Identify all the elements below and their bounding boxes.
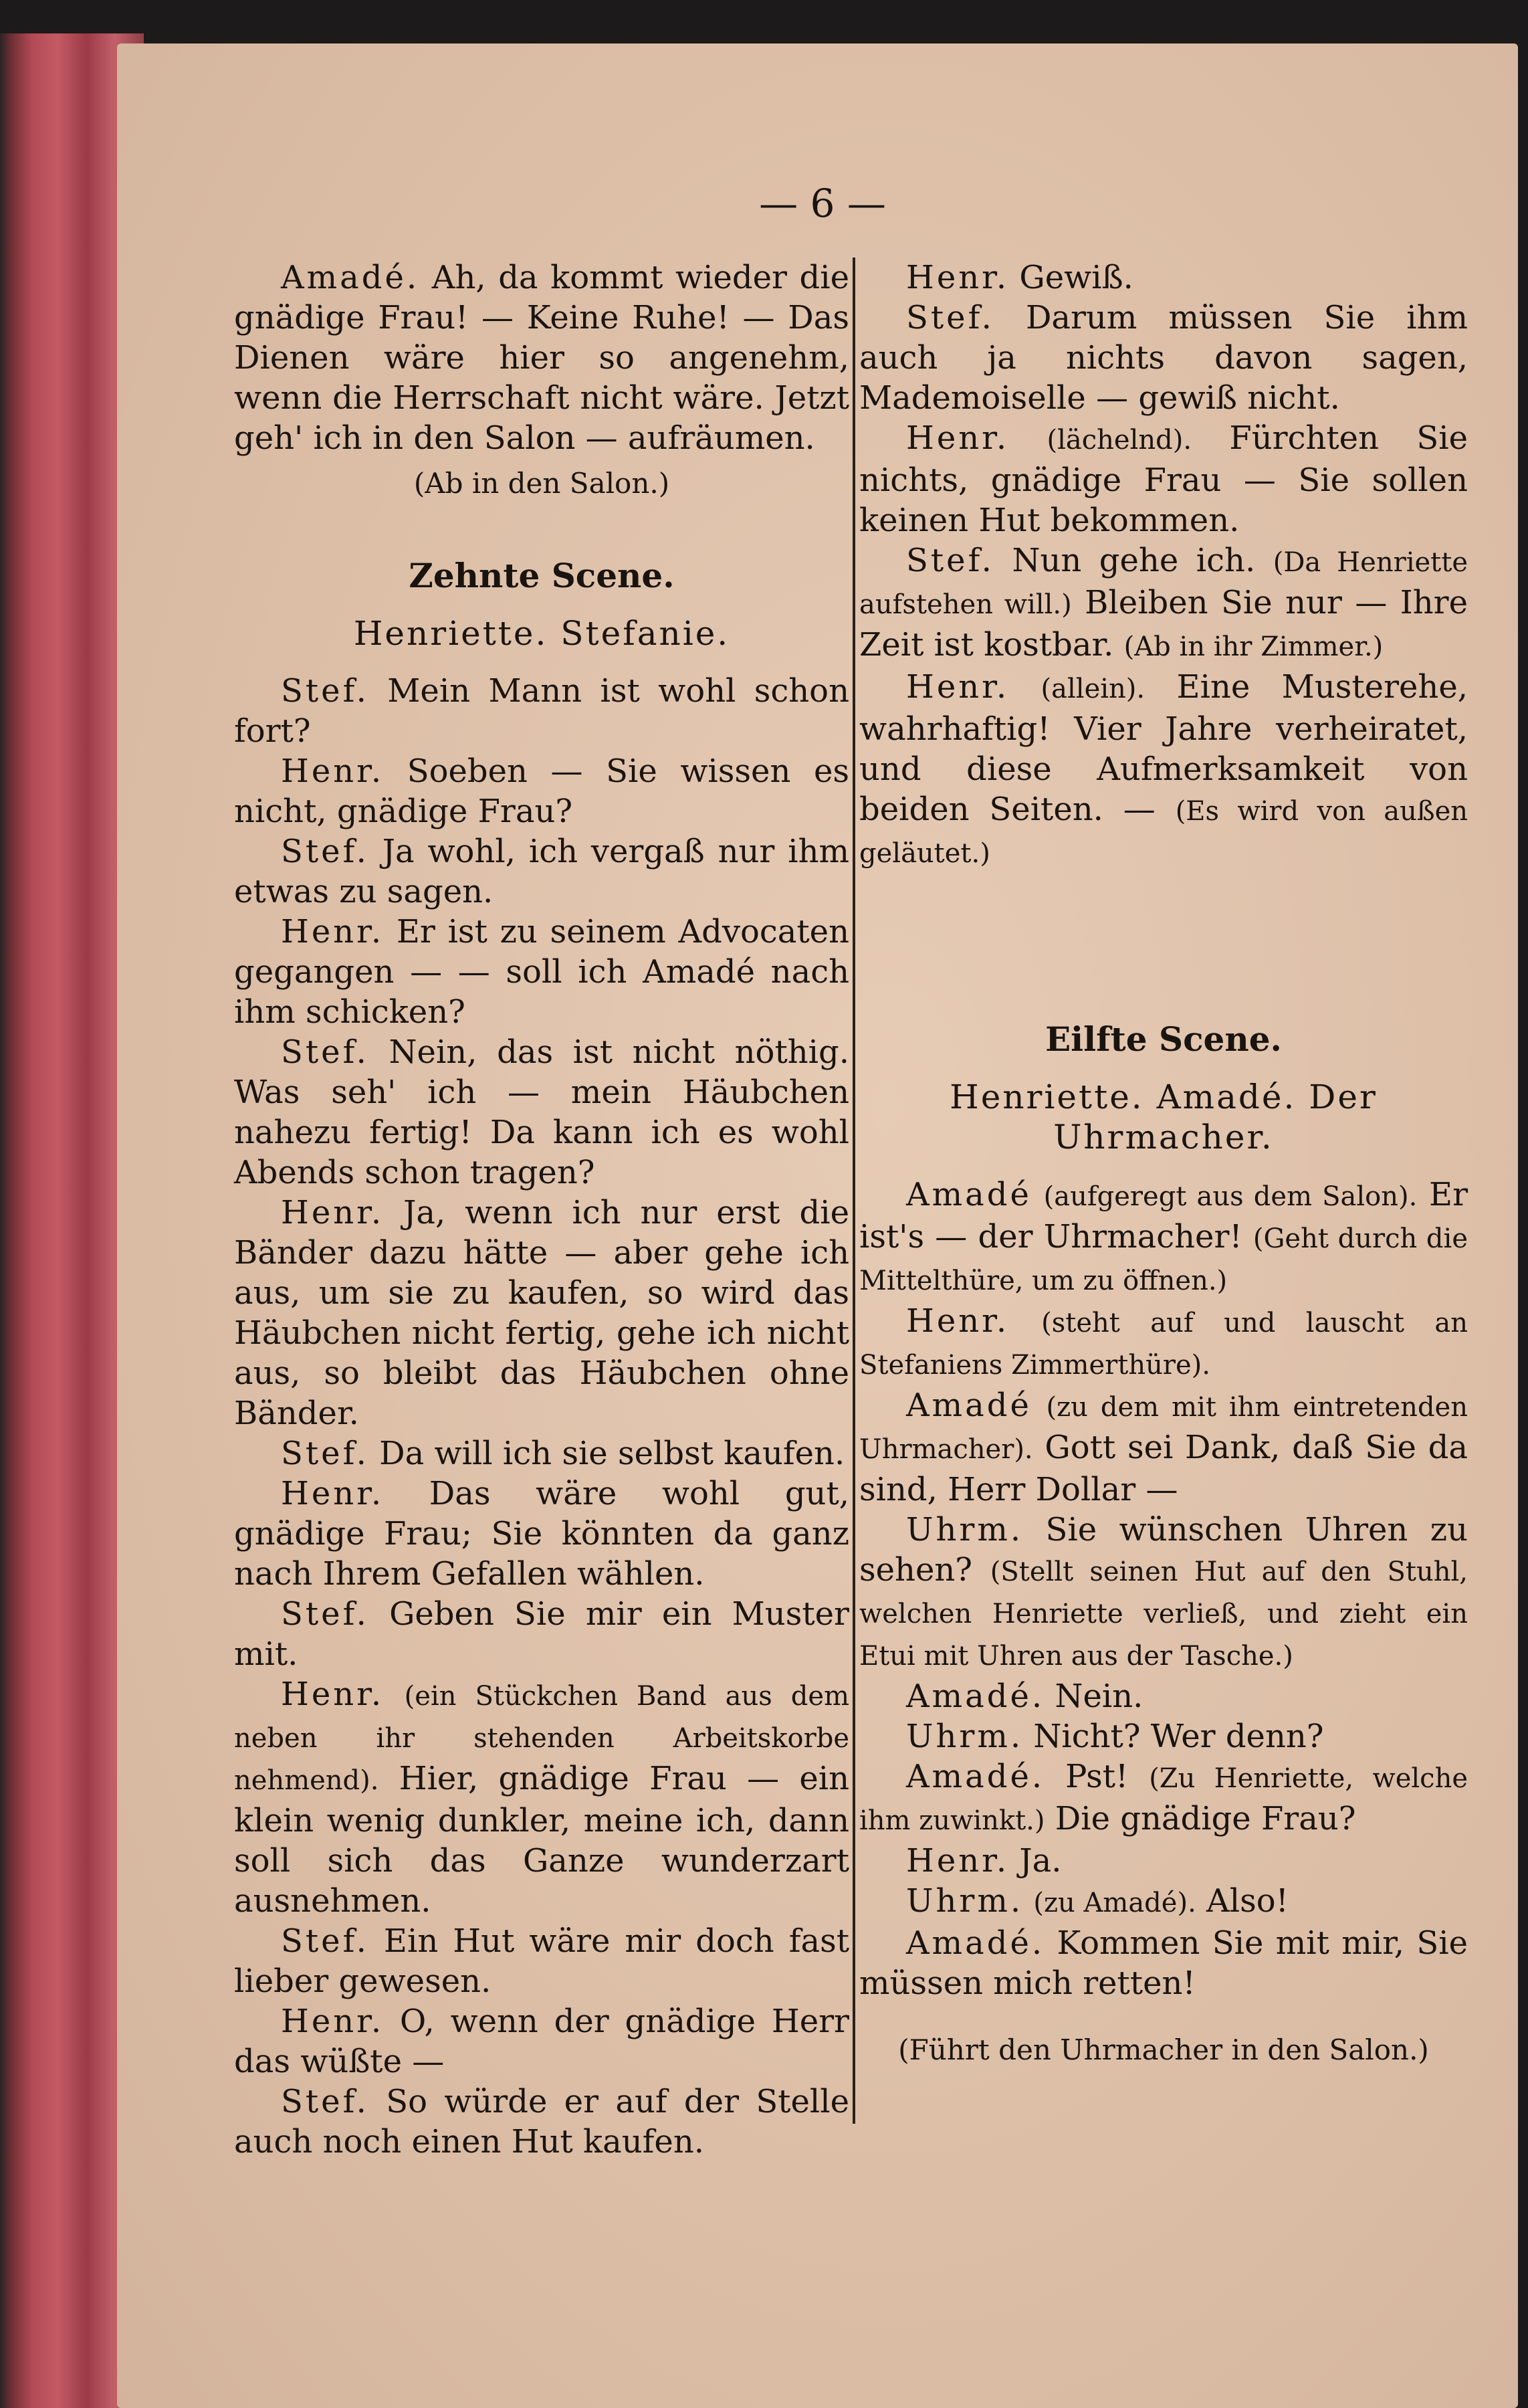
dialogue-line xyxy=(859,1716,1468,1757)
dialogue-line xyxy=(859,258,1468,298)
dialogue-line xyxy=(234,912,849,1032)
dialogue-line xyxy=(859,1510,1468,1676)
speaker-name: Henr. xyxy=(281,1676,385,1713)
stage-direction: (Es wird von außen geläutet.) xyxy=(859,796,1468,869)
dialogue-line xyxy=(234,1674,849,1921)
column-divider xyxy=(853,258,855,2124)
dialogue-text: Ein Hut wäre mir doch fast lieber gewesen. xyxy=(234,1922,849,2000)
dialogue-line xyxy=(859,540,1468,667)
left-column xyxy=(234,258,849,2162)
dialogue-line xyxy=(859,667,1468,874)
dialogue-line xyxy=(234,831,849,912)
speaker-name: Uhrm. xyxy=(906,1718,1024,1755)
stage-direction: (ein Stückchen Band aus dem neben ihr stehenden Arbeitskorbe nehmend). xyxy=(234,1681,849,1796)
dialogue-line xyxy=(234,2001,849,2082)
dialogue-text: Soeben — Sie wissen es nicht, gnädige Frau? xyxy=(234,752,849,830)
dialogue-line xyxy=(859,1301,1468,1385)
dialogue-line xyxy=(234,751,849,831)
dialogue-text: Das wäre wohl gut, gnädige Frau; Sie könnten da ganz nach Ihrem Gefallen wählen. xyxy=(234,1475,849,1593)
dialogue-text: O, wenn der gnädige Herr das wüßte — xyxy=(234,2003,849,2080)
speaker-name: Stef. xyxy=(281,833,369,870)
stage-direction: (steht auf und lauscht an Stefaniens Zimmerthüre). xyxy=(859,1308,1468,1381)
dialogue-line xyxy=(859,418,1468,540)
dialogue-text: Ja wohl, ich vergaß nur ihm etwas zu sagen. xyxy=(234,833,849,910)
dialogue-line xyxy=(234,2082,849,2162)
stage-direction: (allein). xyxy=(1041,674,1145,704)
speaker-name: Stef. xyxy=(906,299,994,336)
stage-direction: (Geht durch die Mittelthüre, um zu öffnen.) xyxy=(859,1223,1468,1296)
speaker-name: Amadé xyxy=(906,1176,1032,1213)
speaker-name: Amadé. xyxy=(906,1924,1045,1962)
dialogue-line xyxy=(234,1433,849,1474)
speaker-name: Stef. xyxy=(281,1922,369,1960)
dialogue-text: Also! xyxy=(1206,1882,1289,1920)
dialogue-line xyxy=(234,671,849,751)
speaker-name: Uhrm. xyxy=(906,1882,1024,1920)
speaker-name: Stef. xyxy=(281,2083,369,2120)
dialogue-line xyxy=(859,1757,1468,1841)
speaker-name: Henr. xyxy=(906,1302,1010,1340)
dialogue-text: Ah, da kommt wieder die gnädige Frau! — Keine Ruhe! — Das Dienen wäre hier so angenehm, wenn die Herrschaft nicht wäre. Jetzt geh' ich in den Salon — aufräumen. xyxy=(234,259,850,457)
dialogue-line xyxy=(234,1474,849,1594)
dialogue-text: Bleiben Sie nur — Ihre Zeit ist kostbar. xyxy=(859,584,1468,664)
speaker-name: Stef. xyxy=(281,1595,369,1633)
dialogue-text: Geben Sie mir ein Muster mit. xyxy=(234,1595,849,1673)
speaker-name: Henr. xyxy=(281,913,385,950)
dialogue-line xyxy=(234,258,849,458)
dialogue-text: Eine Musterehe, wahrhaftig! Vier Jahre verheiratet, und diese Aufmerksamkeit von beiden Seiten. — xyxy=(859,668,1468,828)
dialogue-text: Ja, wenn ich nur erst die Bänder dazu hätte — aber gehe ich aus, um sie zu kaufen, so wird das Häubchen nicht fertig, gehe ich nicht aus, so bleibt das Häubchen ohne Bänder. xyxy=(234,1194,849,1432)
speaker-name: Henr. xyxy=(906,259,1010,296)
dialogue-text: Nein. xyxy=(1055,1678,1143,1715)
stage-direction: (Ab in den Salon.) xyxy=(413,467,670,500)
speaker-name: Henr. xyxy=(281,1475,385,1512)
dialogue-text: Ja. xyxy=(1019,1842,1062,1880)
dialogue-line xyxy=(859,1923,1468,2003)
scene-title: Zehnte Scene. xyxy=(409,556,675,595)
dialogue-line xyxy=(234,1921,849,2001)
speaker-name: Henr. xyxy=(281,1194,385,1231)
stage-direction: (Da Henriette aufstehen will.) xyxy=(859,547,1468,620)
speaker-name: Henr. xyxy=(281,752,385,790)
dialogue-line xyxy=(859,1676,1468,1716)
speaker-name: Stef. xyxy=(281,1435,369,1472)
dialogue-text: Gewiß. xyxy=(1019,259,1133,296)
scene-cast: Henriette. Stefanie. xyxy=(353,614,730,653)
stage-direction: (Zu Henriette, welche ihm zuwinkt.) xyxy=(859,1763,1468,1836)
dialogue-text: Sie wünschen Uhren zu sehen? xyxy=(859,1511,1468,1589)
speaker-name: Amadé xyxy=(906,1387,1032,1424)
speaker-name: Henr. xyxy=(906,668,1010,706)
dialogue-text: Nicht? Wer denn? xyxy=(1033,1718,1324,1755)
page-number: — 6 — xyxy=(759,181,886,226)
speaker-name: Amadé. xyxy=(906,1758,1045,1795)
speaker-name: Henr. xyxy=(281,2003,385,2040)
dialogue-line xyxy=(234,1594,849,1674)
stage-direction: (lächelnd). xyxy=(1047,425,1192,456)
dialogue-line xyxy=(859,1841,1468,1881)
stage-direction: (aufgeregt aus dem Salon). xyxy=(1043,1181,1418,1212)
speaker-name: Amadé. xyxy=(281,259,420,296)
scene-cast: Henriette. Amadé. Der Uhrmacher. xyxy=(950,1078,1378,1157)
right-column xyxy=(859,258,1468,2076)
scene-title: Eilfte Scene. xyxy=(1045,1019,1282,1059)
dialogue-line xyxy=(859,1385,1468,1510)
stage-direction: (Stellt seinen Hut auf den Stuhl, welchen Henriette verließ, und zieht ein Etui mit Uhren aus der Tasche.) xyxy=(859,1557,1468,1672)
stage-direction: (zu Amadé). xyxy=(1033,1888,1196,1918)
dialogue-text: Hier, gnädige Frau — ein klein wenig dunkler, meine ich, dann soll sich das Ganze wunderzart ausnehmen. xyxy=(234,1760,850,1920)
dialogue-line xyxy=(859,1881,1468,1923)
dialogue-text: Gott sei Dank, daß Sie da sind, Herr Dollar — xyxy=(859,1429,1468,1508)
speaker-name: Henr. xyxy=(906,1842,1010,1880)
dialogue-text: Nein, das ist nicht nöthig. Was seh' ich — mein Häubchen nahezu fertig! Da kann ich es wohl Abends schon tragen? xyxy=(234,1033,849,1191)
speaker-name: Stef. xyxy=(281,672,369,710)
dialogue-text: Pst! xyxy=(1065,1758,1129,1795)
dialogue-text: Er ist's — der Uhrmacher! xyxy=(859,1176,1468,1256)
speaker-name: Henr. xyxy=(906,419,1010,457)
speaker-name: Amadé. xyxy=(906,1678,1045,1715)
dialogue-line xyxy=(859,1175,1468,1301)
dialogue-line xyxy=(234,1032,849,1193)
dialogue-text: Er ist zu seinem Advocaten gegangen — — soll ich Amadé nach ihm schicken? xyxy=(234,913,850,1031)
dialogue-text: Fürchten Sie nichts, gnädige Frau — Sie sollen keinen Hut bekommen. xyxy=(859,419,1468,539)
dialogue-text: So würde er auf der Stelle auch noch einen Hut kaufen. xyxy=(234,2083,849,2161)
dialogue-line xyxy=(859,298,1468,418)
stage-direction: (Führt den Uhrmacher in den Salon.) xyxy=(898,2033,1429,2066)
dialogue-text: Da will ich sie selbst kaufen. xyxy=(379,1435,845,1472)
stage-direction: (Ab in ihr Zimmer.) xyxy=(1123,631,1384,662)
dialogue-text: Nun gehe ich. xyxy=(1012,542,1256,579)
dialogue-text: Die gnädige Frau? xyxy=(1055,1800,1356,1837)
speaker-name: Stef. xyxy=(281,1033,369,1071)
dialogue-text: Mein Mann ist wohl schon fort? xyxy=(234,672,849,750)
speaker-name: Stef. xyxy=(906,542,994,579)
dialogue-text: Darum müssen Sie ihm auch ja nichts davon sagen, Mademoiselle — gewiß nicht. xyxy=(859,299,1468,417)
dialogue-text: Kommen Sie mit mir, Sie müssen mich retten! xyxy=(859,1924,1468,2002)
speaker-name: Uhrm. xyxy=(906,1511,1024,1548)
stage-direction: (zu dem mit ihm eintretenden Uhrmacher). xyxy=(859,1392,1468,1465)
dialogue-line xyxy=(234,1193,849,1433)
spacer xyxy=(859,874,1468,967)
